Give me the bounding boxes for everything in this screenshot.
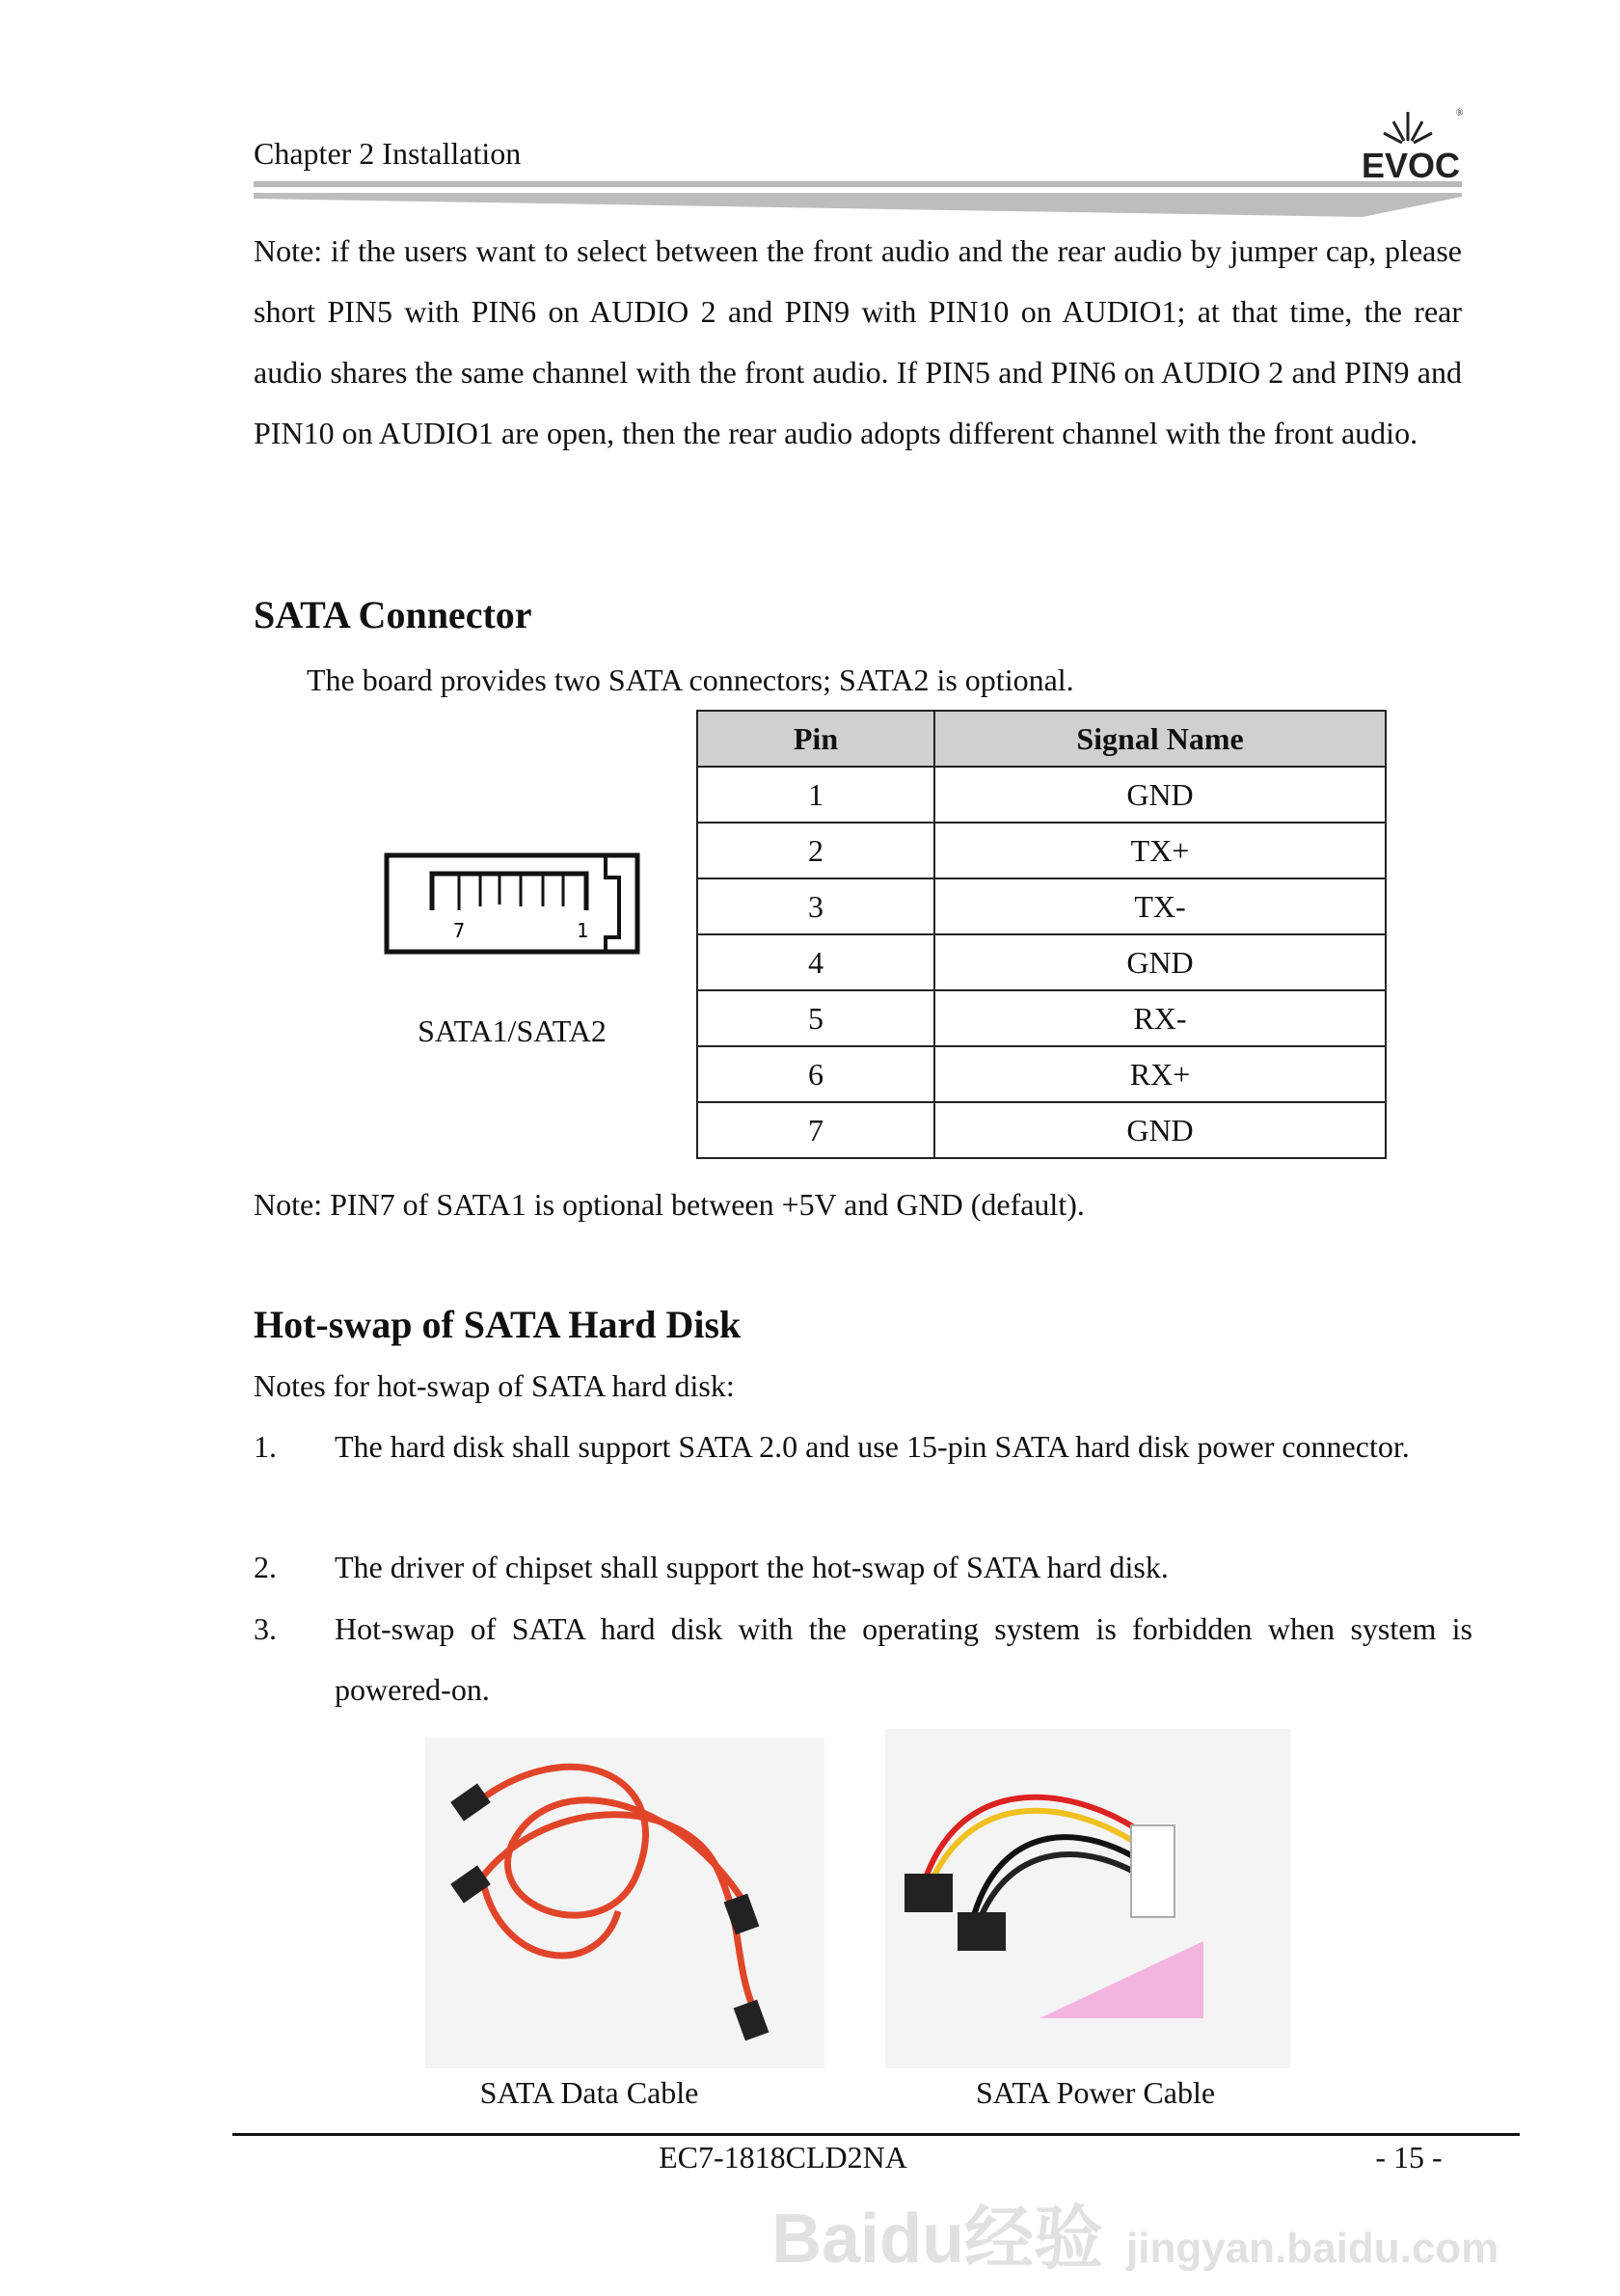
header-signal: Signal Name — [934, 711, 1386, 767]
list-text: The hard disk shall support SATA 2.0 and use 15-pin SATA hard disk power connector. — [335, 1429, 1410, 1464]
list-number: 2. — [254, 1550, 277, 1584]
table-row — [697, 990, 1386, 1046]
svg-text:EVOC: EVOC — [1362, 146, 1461, 181]
signal-cell: TX+ — [934, 823, 1386, 878]
table-row — [697, 767, 1386, 823]
sata-data-cable-image — [425, 1738, 824, 2068]
sata-heading: SATA Connector — [254, 593, 532, 636]
page-number: - 15 - — [1375, 2140, 1443, 2174]
hotswap-heading: Hot-swap of SATA Hard Disk — [254, 1303, 742, 1346]
signal-cell: RX+ — [934, 1046, 1386, 1102]
header-swoosh — [254, 193, 1462, 218]
list-number: 3. — [254, 1611, 277, 1646]
watermark-url: jingyan.baidu.com — [1126, 2225, 1499, 2272]
table-row — [697, 934, 1386, 990]
table-header-row — [697, 711, 1386, 767]
pin-cell: 6 — [697, 1046, 934, 1102]
list-text: The driver of chipset shall support the hot-swap of SATA hard disk. — [335, 1550, 1169, 1584]
signal-cell: GND — [934, 767, 1386, 823]
baidu-watermark — [771, 2201, 1498, 2278]
caption-power-cable: SATA Power Cable — [975, 2075, 1216, 2110]
evoc-logo — [1350, 104, 1466, 181]
table-row — [697, 823, 1386, 878]
header-pin: Pin — [697, 711, 934, 767]
sata-note: Note: PIN7 of SATA1 is optional between +5V and GND (default). — [254, 1187, 1085, 1222]
header-rule — [254, 181, 1462, 187]
list-text: Hot-swap of SATA hard disk with the operating system is forbidden when system is powered-on. — [335, 1611, 1472, 1707]
pin-cell: 1 — [697, 767, 934, 823]
table-row — [697, 1046, 1386, 1102]
intro-note: Note: if the users want to select between the front audio and the rear audio by jumper cap, please short PIN5 with PIN6 on AUDIO 2 and PIN9 with PIN10 on AUDIO1; at that time, the rear audio shares the same channel with the front audio. If PIN5 and PIN6 on AUDIO 2 and PIN9 and PIN10 on AUDIO1 are open, then the rear audio adopts different channel with the front audio. — [254, 233, 1462, 450]
svg-text:®: ® — [1456, 108, 1464, 119]
signal-cell: TX- — [934, 878, 1386, 934]
signal-cell: GND — [934, 1102, 1386, 1158]
footer-model: EC7-1818CLD2NA — [659, 2140, 907, 2174]
pin-cell: 2 — [697, 823, 934, 878]
watermark-brand: Baidu经验 — [771, 2201, 1104, 2278]
table-row — [697, 878, 1386, 934]
pin-cell: 4 — [697, 934, 934, 990]
pin-cell: 3 — [697, 878, 934, 934]
pin-cell: 7 — [697, 1102, 934, 1158]
connector-label: SATA1/SATA2 — [418, 1013, 607, 1048]
sata-power-cable-image — [885, 1729, 1290, 2068]
list-number: 1. — [254, 1429, 277, 1464]
sata-description: The board provides two SATA connectors; SATA2 is optional. — [307, 662, 1074, 697]
sata-connector-diagram — [384, 852, 644, 959]
pin-label-1: 1 — [577, 919, 589, 942]
signal-cell: RX- — [934, 990, 1386, 1046]
chapter-title: Chapter 2 Installation — [254, 136, 522, 171]
table-row — [697, 1102, 1386, 1158]
signal-cell: GND — [934, 934, 1386, 990]
pin-cell: 5 — [697, 990, 934, 1046]
hotswap-intro: Notes for hot-swap of SATA hard disk: — [254, 1368, 735, 1403]
caption-data-cable: SATA Data Cable — [479, 2075, 699, 2110]
pin-label-7: 7 — [453, 919, 466, 942]
sata-pin-table — [696, 710, 1387, 1159]
